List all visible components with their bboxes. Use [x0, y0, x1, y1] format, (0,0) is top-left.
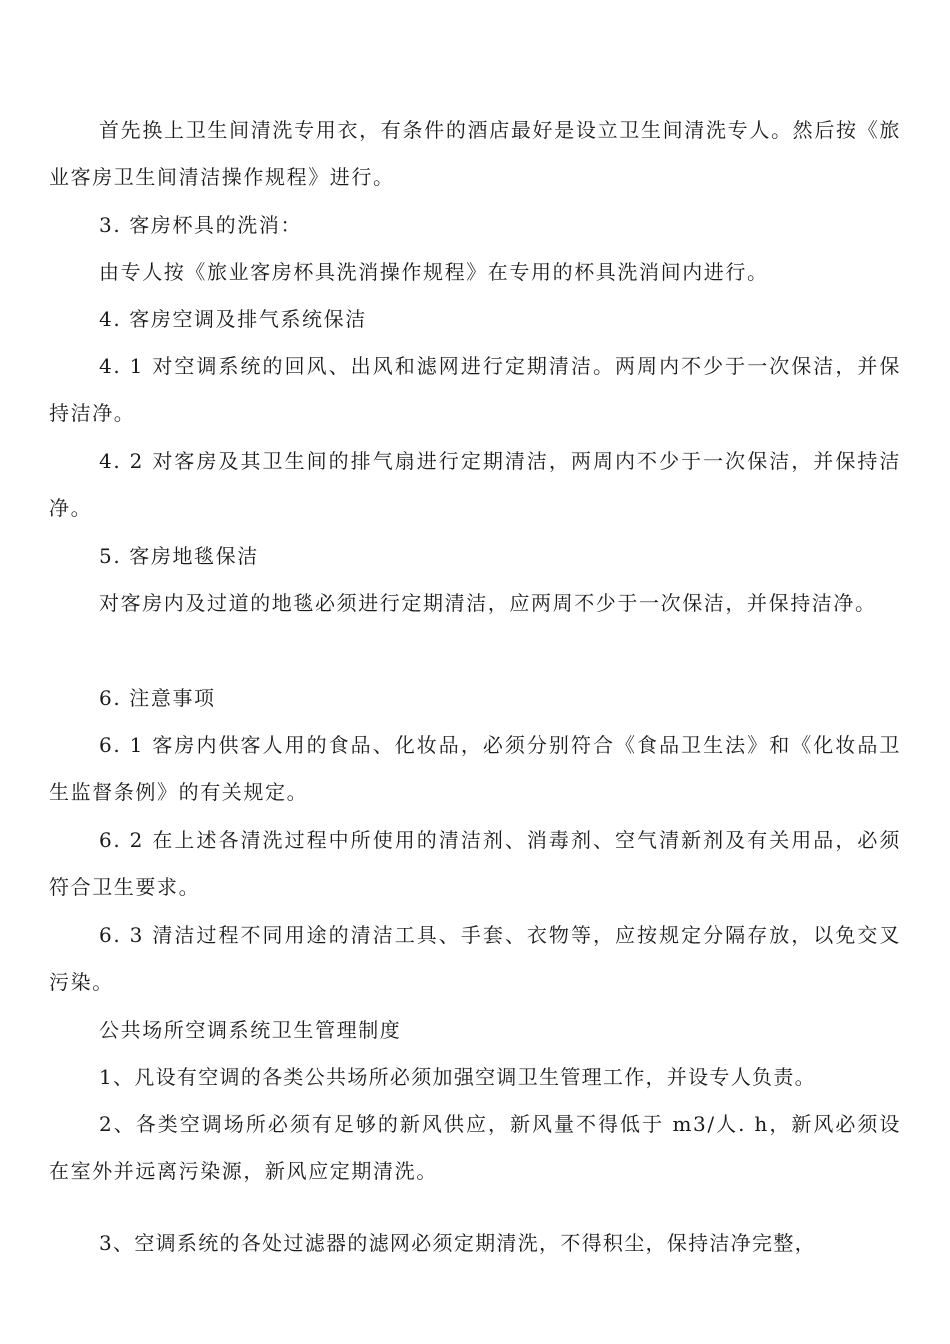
heading-carpet-cleaning: 5. 客房地毯保洁	[99, 544, 259, 568]
heading-cup-disinfection: 3. 客房杯具的洗消：	[99, 213, 303, 237]
paragraph-ac-management: 1、凡设有空调的各类公共场所必须加强空调卫生管理工作，并设专人负责。	[99, 1065, 816, 1089]
paragraph-exhaust-fan-cleaning: 4. 2 对客房及其卫生间的排气扇进行定期清洁，两周内不少于一次保洁，并保持洁净。	[49, 449, 901, 520]
paragraph-cleaning-agents: 6. 2 在上述各清洗过程中所使用的清洁剂、消毒剂、空气清新剂及有关用品，必须符合卫生要求。	[49, 828, 901, 899]
paragraph-bathroom-cleaning: 首先换上卫生间清洗专用衣，有条件的酒店最好是设立卫生间清洗专人。然后按《旅业客房卫生间清洁操作规程》进行。	[49, 118, 901, 189]
paragraph-tool-separation: 6. 3 清洁过程不同用途的清洁工具、手套、衣物等，应按规定分隔存放，以免交叉污染。	[49, 923, 901, 994]
paragraph-food-cosmetics: 6. 1 客房内供客人用的食品、化妆品，必须分别符合《食品卫生法》和《化妆品卫生监督条例》的有关规定。	[49, 733, 901, 804]
section-title-public-ac: 公共场所空调系统卫生管理制度	[99, 1018, 402, 1042]
heading-notes: 6. 注意事项	[99, 686, 216, 710]
paragraph-filter-cleaning: 3、空调系统的各处过滤器的滤网必须定期清洗，不得积尘，保持洁净完整，	[99, 1231, 816, 1255]
paragraph-carpet-cleaning: 对客房内及过道的地毯必须进行定期清洁，应两周不少于一次保洁，并保持洁净。	[99, 591, 877, 615]
paragraph-ac-filter-cleaning: 4. 1 对空调系统的回风、出风和滤网进行定期清洁。两周内不少于一次保洁，并保持洁净。	[49, 354, 901, 425]
heading-air-conditioning: 4. 客房空调及排气系统保洁	[99, 307, 367, 331]
paragraph-cup-disinfection: 由专人按《旅业客房杯具洗消操作规程》在专用的杯具洗消间内进行。	[99, 260, 769, 284]
paragraph-fresh-air-supply: 2、各类空调场所必须有足够的新风供应，新风量不得低于 m3/人. h，新风必须设在室外并远离污染源，新风应定期清洗。	[49, 1112, 901, 1183]
